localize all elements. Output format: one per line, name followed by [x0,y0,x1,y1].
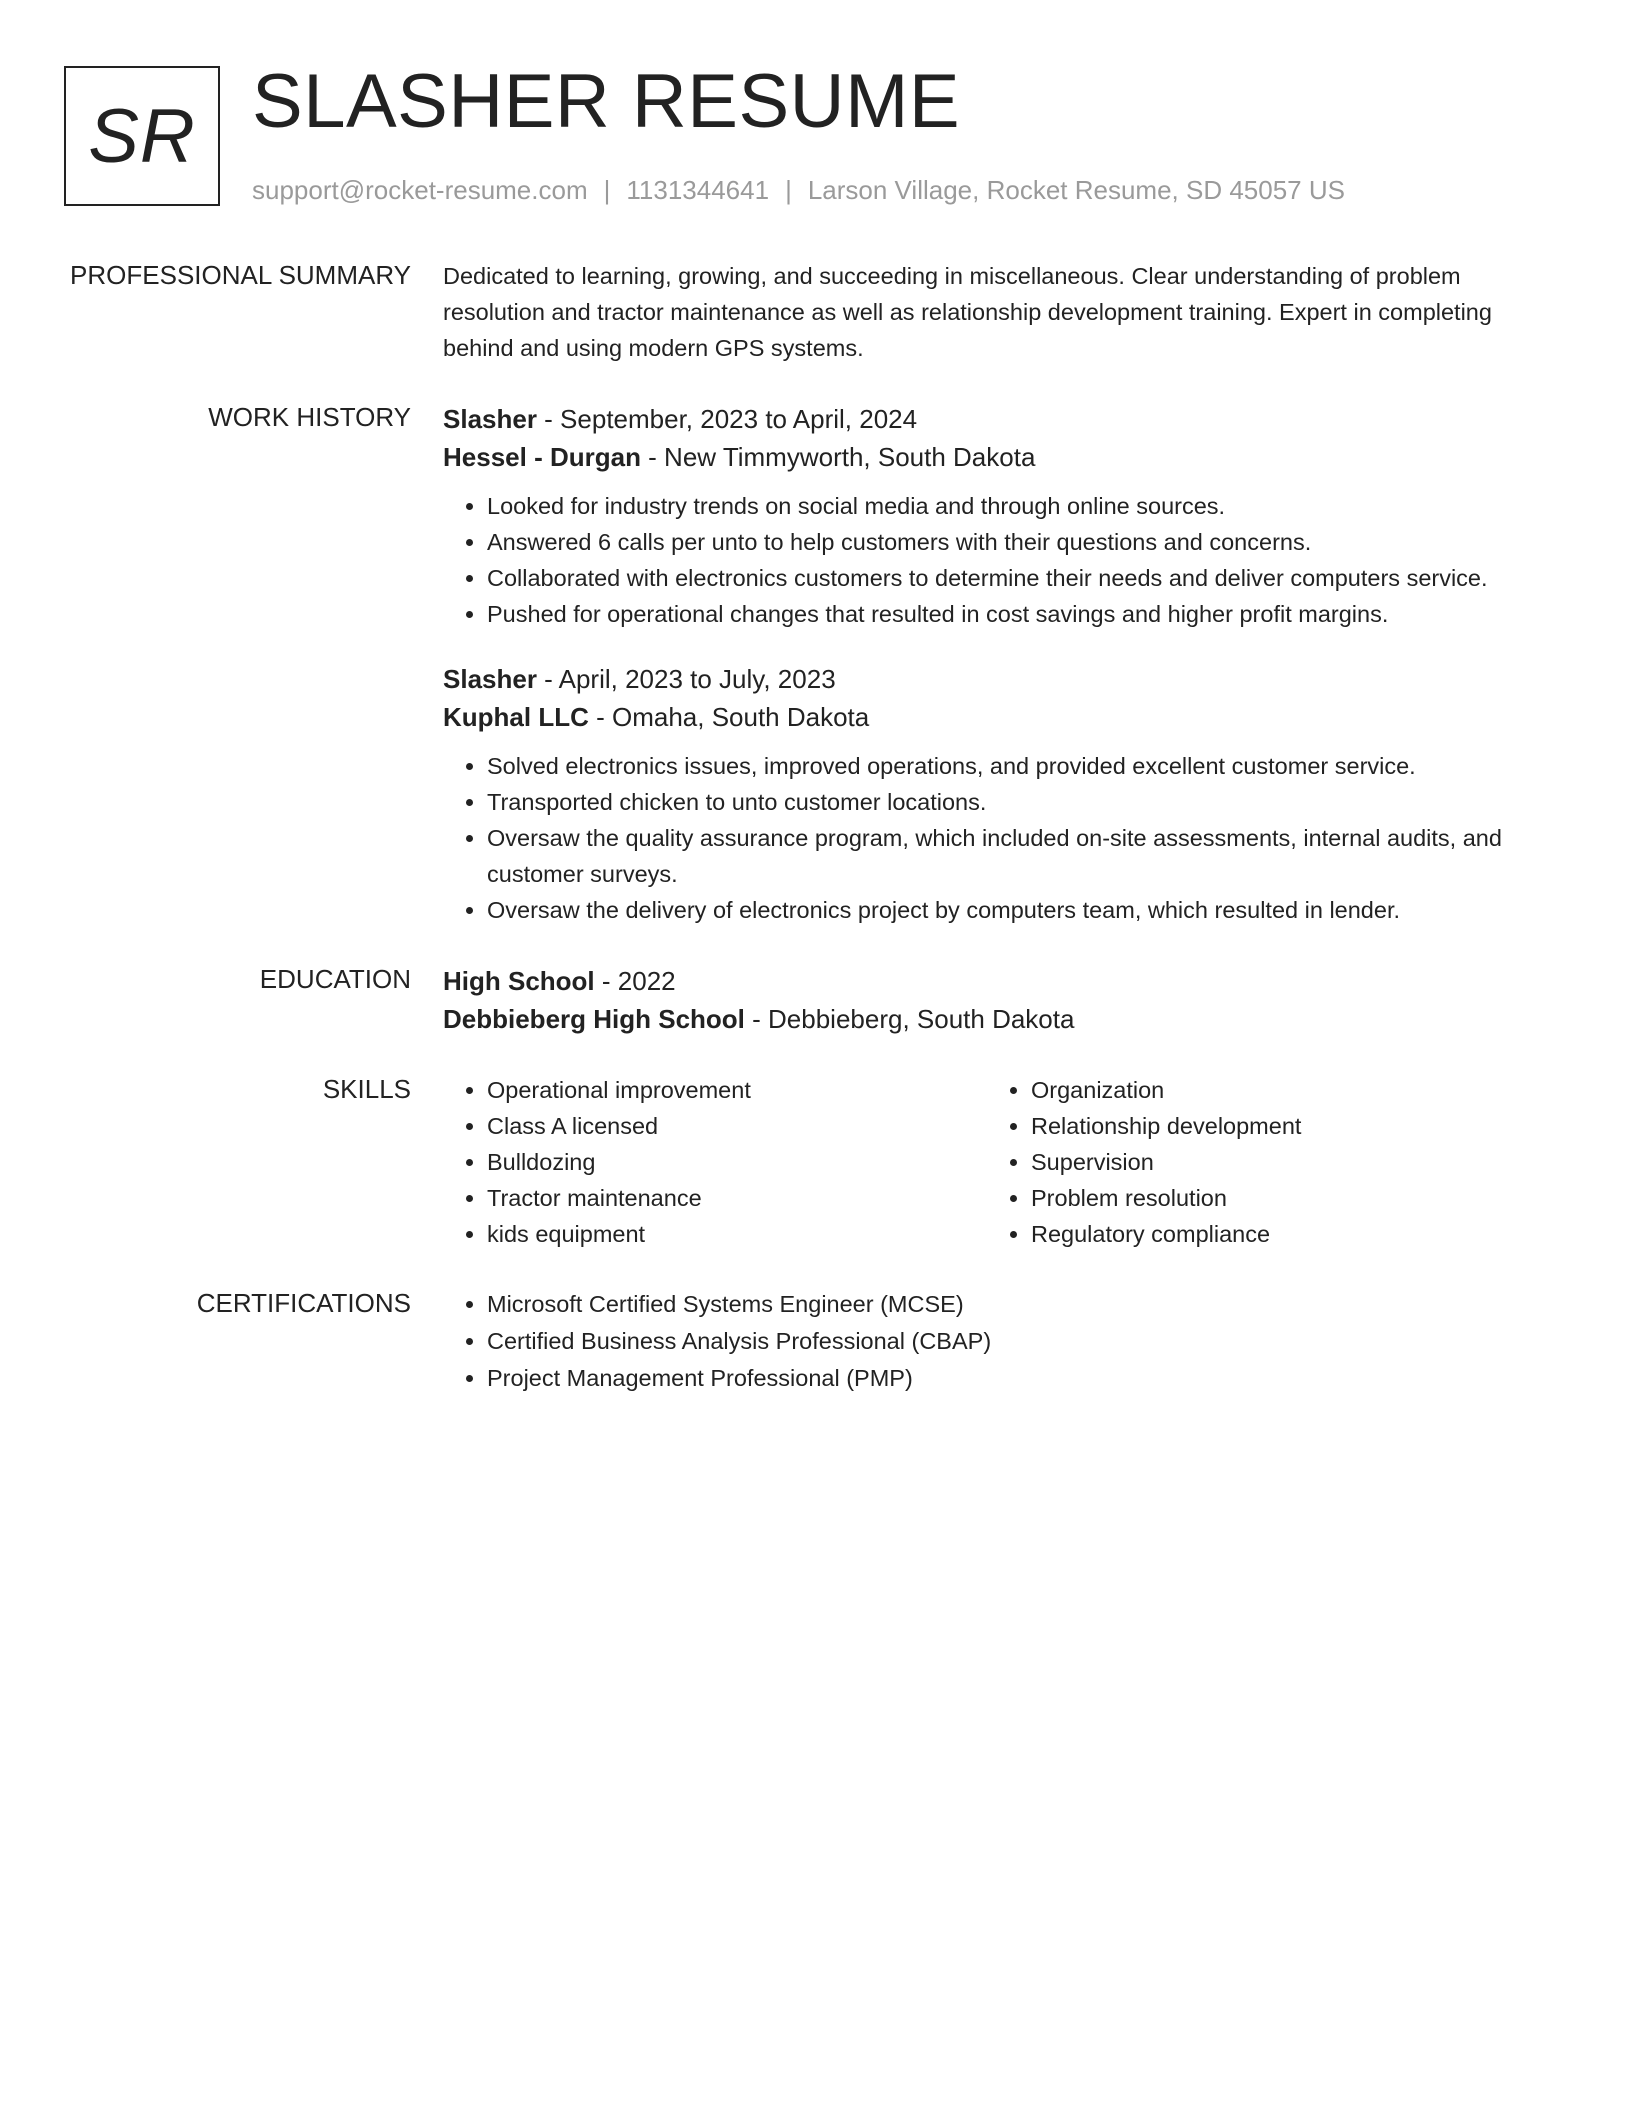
skill-item: • Bulldozing [487,1144,987,1180]
job-dates: - April, 2023 to July, 2023 [536,664,836,694]
job-role: Slasher [443,664,537,694]
education-school: Debbieberg High School [443,1004,745,1034]
section-title-certifications: CERTIFICATIONS [196,1288,411,1318]
section-summary [0,258,1632,366]
job-bullet: • Looked for industry trends on social media and through online sources. [487,488,1558,524]
section-work-history [0,400,1632,928]
monogram-logo [64,66,220,206]
job-bullet: • Transported chicken to unto customer locations. [487,784,1558,820]
job-title-line [443,660,1558,698]
skills-list-left [443,1072,987,1252]
job-company-line [443,438,1558,476]
job-dates: - September, 2023 to April, 2024 [536,404,918,434]
contact-line [252,174,1345,206]
section-education [0,962,1632,1038]
job-entry [443,660,1558,928]
skills-list-right [987,1072,1531,1252]
section-title-skills: SKILLS [322,1074,411,1104]
section-certifications [0,1286,1632,1397]
summary-text: Dedicated to learning, growing, and succeeding in miscellaneous. Clear understanding of problem resolution and tractor maintenance as well as relationship development training. Expert in completing behind and using modern GPS systems. [443,263,1492,361]
skill-item: • Organization [1031,1072,1531,1108]
section-title-work-history: WORK HISTORY [208,402,411,432]
certification-item: • Certified Business Analysis Professional (CBAP) [487,1323,1558,1360]
education-year: - 2022 [594,966,676,996]
job-bullet: • Answered 6 calls per unto to help customers with their questions and concerns. [487,524,1558,560]
job-bullet: • Oversaw the quality assurance program, which included on-site assessments, internal audits, and customer surveys. [487,820,1558,892]
section-title-summary: PROFESSIONAL SUMMARY [70,260,411,290]
skill-item: • Regulatory compliance [1031,1216,1531,1252]
job-bullet: • Solved electronics issues, improved operations, and provided excellent customer service. [487,748,1558,784]
job-location: - Omaha, South Dakota [588,702,870,732]
job-location: - New Timmyworth, South Dakota [640,442,1036,472]
resume-sections [0,258,1632,1431]
certification-item: • Project Management Professional (PMP) [487,1360,1558,1397]
contact-separator: | [785,175,792,205]
certifications-list [443,1286,1558,1397]
job-bullet: • Oversaw the delivery of electronics project by computers team, which resulted in lender. [487,892,1558,928]
education-school-line [443,1000,1558,1038]
contact-phone: 1131344641 [626,175,770,205]
education-degree: High School [443,966,595,996]
skills-grid [443,1072,1558,1252]
certification-item: • Microsoft Certified Systems Engineer (MCSE) [487,1286,1558,1323]
job-bullet: • Collaborated with electronics customers to determine their needs and deliver computers service. [487,560,1558,596]
contact-separator: | [603,175,611,205]
monogram-initials: SR [88,93,196,179]
certifications-body [443,1286,1558,1397]
job-bullets [443,488,1558,632]
section-title-education: EDUCATION [259,964,411,994]
job-title-line [443,400,1558,438]
job-company: Kuphal LLC [443,702,589,732]
skill-item: • kids equipment [487,1216,987,1252]
education-degree-line [443,962,1558,1000]
section-skills [0,1072,1632,1252]
contact-email: support@rocket-resume.com [252,175,588,205]
skill-item: • Relationship development [1031,1108,1531,1144]
summary-body [443,258,1558,366]
skill-item: • Operational improvement [487,1072,987,1108]
skill-item: • Class A licensed [487,1108,987,1144]
job-bullet: • Pushed for operational changes that resulted in cost savings and higher profit margins. [487,596,1558,632]
resume-name: SLASHER RESUME [252,59,961,144]
skill-item: • Tractor maintenance [487,1180,987,1216]
job-bullets [443,748,1558,928]
education-location: - Debbieberg, South Dakota [744,1004,1075,1034]
contact-address: Larson Village, Rocket Resume, SD 45057 US [807,175,1345,205]
education-body [443,962,1558,1038]
job-entry [443,400,1558,632]
skill-item: • Supervision [1031,1144,1531,1180]
skill-item: • Problem resolution [1031,1180,1531,1216]
work-history-body [443,400,1558,928]
job-company: Hessel - Durgan [443,442,641,472]
job-role: Slasher [443,404,537,434]
job-company-line [443,698,1558,736]
